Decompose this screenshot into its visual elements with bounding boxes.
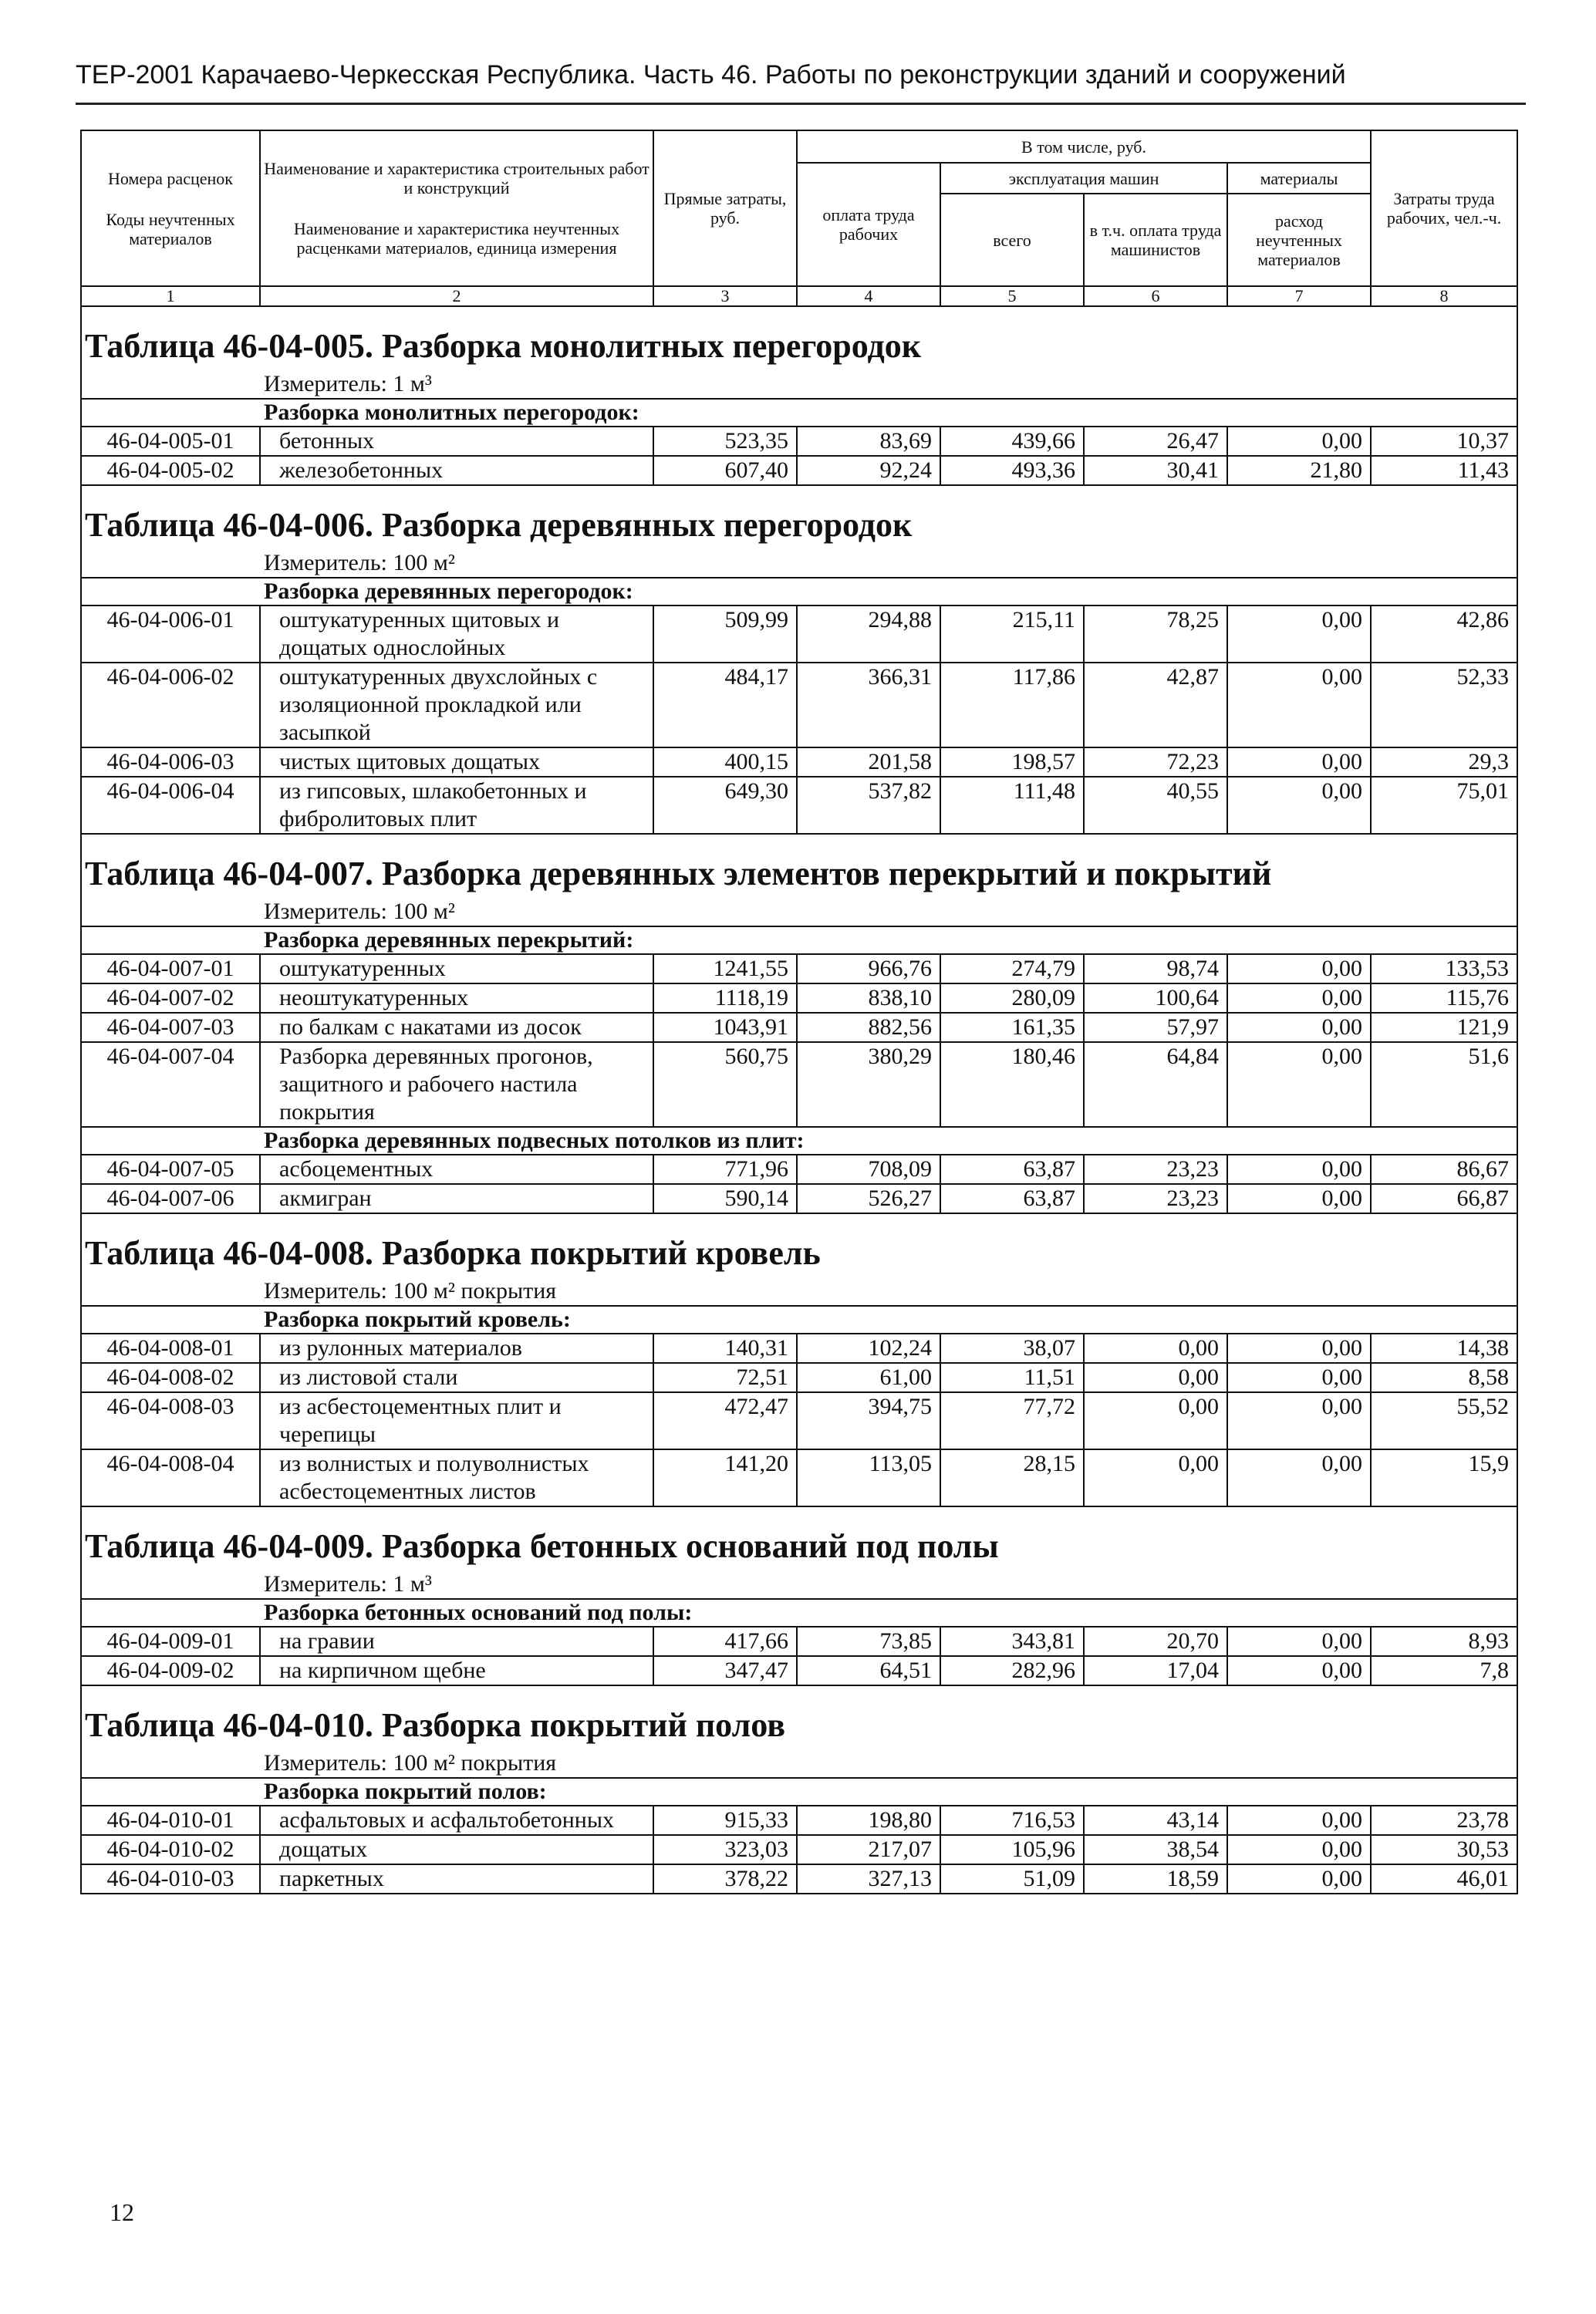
group-heading-row [81,1127,1517,1155]
wages-cost: 526,27 [797,1184,940,1213]
table-measure-row [81,1570,1517,1599]
page-number: 12 [110,2198,134,2226]
table-row [81,954,1517,983]
group-heading-row [81,1306,1517,1334]
col-header-incl: В том числе, руб. [797,130,1371,163]
table-measure: Измеритель: 100 м² [81,549,1517,578]
machinist-wages: 20,70 [1084,1627,1227,1656]
col-header-materials: материалы [1227,163,1371,194]
labor-hours: 10,37 [1371,427,1517,456]
direct-cost: 509,99 [653,605,797,663]
machines-cost: 343,81 [940,1627,1084,1656]
table-row [81,605,1517,663]
machinist-wages: 98,74 [1084,954,1227,983]
wages-cost: 217,07 [797,1835,940,1864]
machines-cost: 51,09 [940,1864,1084,1894]
labor-hours: 121,9 [1371,1013,1517,1042]
running-header: ТЕР-2001 Карачаево-Черкесская Республика. Часть 46. Работы по реконструкции зданий и сооружений [76,60,1346,89]
labor-hours: 29,3 [1371,747,1517,777]
col-header-codes-top: Номера расценок [108,168,233,188]
col-number: 5 [940,286,1084,306]
machines-cost: 282,96 [940,1656,1084,1685]
rates-table [80,130,1518,1894]
machines-cost: 11,51 [940,1363,1084,1392]
table-row [81,1835,1517,1864]
direct-cost: 590,14 [653,1184,797,1213]
labor-hours: 66,87 [1371,1184,1517,1213]
table-row [81,1042,1517,1127]
direct-cost: 72,51 [653,1363,797,1392]
rate-name: из асбестоцементных плит и черепицы [260,1392,653,1449]
materials-cost: 0,00 [1227,747,1371,777]
col-header-wages: оплата труда рабочих [797,163,940,286]
wages-cost: 113,05 [797,1449,940,1506]
direct-cost: 347,47 [653,1656,797,1685]
rate-name: оштукатуренных [260,954,653,983]
direct-cost: 523,35 [653,427,797,456]
rate-code: 46-04-005-02 [81,456,260,485]
materials-cost: 0,00 [1227,777,1371,834]
labor-hours: 8,93 [1371,1627,1517,1656]
materials-cost: 0,00 [1227,1334,1371,1363]
group-heading: Разборка покрытий полов: [81,1778,1517,1806]
direct-cost: 649,30 [653,777,797,834]
col-header-direct: Прямые затраты, руб. [653,130,797,286]
rate-code: 46-04-008-01 [81,1334,260,1363]
table-measure: Измеритель: 1 м³ [81,370,1517,399]
wages-cost: 394,75 [797,1392,940,1449]
table-row [81,1449,1517,1506]
labor-hours: 14,38 [1371,1334,1517,1363]
header-rule [76,103,1526,105]
machines-cost: 28,15 [940,1449,1084,1506]
machinist-wages: 0,00 [1084,1334,1227,1363]
col-header-name-bottom: Наименование и характеристика неучтенных расценками материалов, единица измерения [293,219,620,258]
table-measure: Измеритель: 100 м² покрытия [81,1277,1517,1306]
table-measure-row [81,1749,1517,1778]
col-number: 2 [260,286,653,306]
labor-hours: 23,78 [1371,1806,1517,1835]
table-measure-row [81,1277,1517,1306]
table-row [81,1806,1517,1835]
rate-code: 46-04-007-05 [81,1155,260,1184]
machines-cost: 161,35 [940,1013,1084,1042]
labor-hours: 15,9 [1371,1449,1517,1506]
wages-cost: 83,69 [797,427,940,456]
rate-code: 46-04-008-03 [81,1392,260,1449]
machinist-wages: 26,47 [1084,427,1227,456]
machines-cost: 63,87 [940,1155,1084,1184]
rate-code: 46-04-007-06 [81,1184,260,1213]
materials-cost: 0,00 [1227,1013,1371,1042]
machinist-wages: 43,14 [1084,1806,1227,1835]
table-title: Таблица 46-04-005. Разборка монолитных перегородок [81,306,1517,370]
machines-cost: 117,86 [940,663,1084,747]
materials-cost: 21,80 [1227,456,1371,485]
machines-cost: 77,72 [940,1392,1084,1449]
table-row [81,1013,1517,1042]
materials-cost: 0,00 [1227,663,1371,747]
machines-cost: 493,36 [940,456,1084,485]
table-title: Таблица 46-04-008. Разборка покрытий кровель [81,1213,1517,1277]
labor-hours: 86,67 [1371,1155,1517,1184]
rate-name: на кирпичном щебне [260,1656,653,1685]
direct-cost: 417,66 [653,1627,797,1656]
direct-cost: 141,20 [653,1449,797,1506]
table-measure: Измеритель: 100 м² [81,898,1517,926]
col-header-name [260,130,653,286]
wages-cost: 380,29 [797,1042,940,1127]
labor-hours: 115,76 [1371,983,1517,1013]
labor-hours: 7,8 [1371,1656,1517,1685]
rate-name: оштукатуренных щитовых и дощатых однослойных [260,605,653,663]
rate-code: 46-04-009-02 [81,1656,260,1685]
wages-cost: 966,76 [797,954,940,983]
rate-code: 46-04-010-03 [81,1864,260,1894]
wages-cost: 92,24 [797,456,940,485]
machinist-wages: 17,04 [1084,1656,1227,1685]
machinist-wages: 64,84 [1084,1042,1227,1127]
table-row [81,1334,1517,1363]
table-title: Таблица 46-04-007. Разборка деревянных элементов перекрытий и покрытий [81,834,1517,898]
machines-cost: 111,48 [940,777,1084,834]
table-measure-row [81,898,1517,926]
group-heading: Разборка бетонных оснований под полы: [81,1599,1517,1627]
rate-name: асфальтовых и асфальтобетонных [260,1806,653,1835]
rate-name: акмигран [260,1184,653,1213]
rate-code: 46-04-007-02 [81,983,260,1013]
machinist-wages: 0,00 [1084,1363,1227,1392]
machinist-wages: 40,55 [1084,777,1227,834]
direct-cost: 1241,55 [653,954,797,983]
group-heading-row [81,578,1517,605]
direct-cost: 607,40 [653,456,797,485]
table-row [81,663,1517,747]
labor-hours: 42,86 [1371,605,1517,663]
rate-name: дощатых [260,1835,653,1864]
rate-code: 46-04-006-01 [81,605,260,663]
rate-name: из волнистых и полуволнистых асбестоцементных листов [260,1449,653,1506]
machinist-wages: 23,23 [1084,1184,1227,1213]
col-header-machines: эксплуатация машин [940,163,1227,194]
materials-cost: 0,00 [1227,1806,1371,1835]
wages-cost: 201,58 [797,747,940,777]
rate-name: паркетных [260,1864,653,1894]
machines-cost: 105,96 [940,1835,1084,1864]
machinist-wages: 18,59 [1084,1864,1227,1894]
machines-cost: 280,09 [940,983,1084,1013]
rate-code: 46-04-007-04 [81,1042,260,1127]
materials-cost: 0,00 [1227,983,1371,1013]
group-heading: Разборка монолитных перегородок: [81,399,1517,427]
machines-cost: 63,87 [940,1184,1084,1213]
machinist-wages: 57,97 [1084,1013,1227,1042]
machinist-wages: 0,00 [1084,1392,1227,1449]
table-measure: Измеритель: 100 м² покрытия [81,1749,1517,1778]
col-header-name-top: Наименование и характеристика строительных работ и конструкций [264,159,650,197]
materials-cost: 0,00 [1227,1184,1371,1213]
group-heading: Разборка покрытий кровель: [81,1306,1517,1334]
direct-cost: 140,31 [653,1334,797,1363]
col-number: 7 [1227,286,1371,306]
col-header-materials-use: расход неучтенных материалов [1227,194,1371,286]
rate-name: по балкам с накатами из досок [260,1013,653,1042]
rate-code: 46-04-009-01 [81,1627,260,1656]
table-measure-row [81,370,1517,399]
table-title: Таблица 46-04-009. Разборка бетонных оснований под полы [81,1506,1517,1570]
wages-cost: 366,31 [797,663,940,747]
table-row [81,1392,1517,1449]
direct-cost: 323,03 [653,1835,797,1864]
group-heading-row [81,1778,1517,1806]
rate-name: из рулонных материалов [260,1334,653,1363]
table-title: Таблица 46-04-006. Разборка деревянных перегородок [81,485,1517,549]
rate-code: 46-04-006-04 [81,777,260,834]
rate-code: 46-04-010-01 [81,1806,260,1835]
group-heading: Разборка деревянных перегородок: [81,578,1517,605]
direct-cost: 378,22 [653,1864,797,1894]
group-heading: Разборка деревянных подвесных потолков из плит: [81,1127,1517,1155]
col-header-machines-wages: в т.ч. оплата труда машинистов [1084,194,1227,286]
labor-hours: 133,53 [1371,954,1517,983]
materials-cost: 0,00 [1227,427,1371,456]
labor-hours: 8,58 [1371,1363,1517,1392]
col-number: 6 [1084,286,1227,306]
wages-cost: 73,85 [797,1627,940,1656]
rate-code: 46-04-010-02 [81,1835,260,1864]
wages-cost: 882,56 [797,1013,940,1042]
machinist-wages: 30,41 [1084,456,1227,485]
materials-cost: 0,00 [1227,605,1371,663]
machines-cost: 180,46 [940,1042,1084,1127]
direct-cost: 484,17 [653,663,797,747]
rate-name: оштукатуренных двухслойных с изоляционной прокладкой или засыпкой [260,663,653,747]
labor-hours: 75,01 [1371,777,1517,834]
machines-cost: 439,66 [940,427,1084,456]
rate-name: железобетонных [260,456,653,485]
col-number: 8 [1371,286,1517,306]
machines-cost: 38,07 [940,1334,1084,1363]
materials-cost: 0,00 [1227,954,1371,983]
materials-cost: 0,00 [1227,1042,1371,1127]
wages-cost: 64,51 [797,1656,940,1685]
materials-cost: 0,00 [1227,1449,1371,1506]
table-row [81,427,1517,456]
table-title-row [81,306,1517,370]
group-heading: Разборка деревянных перекрытий: [81,926,1517,954]
direct-cost: 771,96 [653,1155,797,1184]
wages-cost: 327,13 [797,1864,940,1894]
direct-cost: 472,47 [653,1392,797,1449]
machines-cost: 198,57 [940,747,1084,777]
materials-cost: 0,00 [1227,1627,1371,1656]
materials-cost: 0,00 [1227,1656,1371,1685]
machines-cost: 716,53 [940,1806,1084,1835]
direct-cost: 915,33 [653,1806,797,1835]
table-row [81,1864,1517,1894]
table-row [81,1656,1517,1685]
group-heading-row [81,399,1517,427]
rate-name: Разборка деревянных прогонов, защитного и рабочего настила покрытия [260,1042,653,1127]
wages-cost: 708,09 [797,1155,940,1184]
rate-code: 46-04-007-01 [81,954,260,983]
table-row [81,1363,1517,1392]
table-row [81,1184,1517,1213]
labor-hours: 11,43 [1371,456,1517,485]
table-title-row [81,1506,1517,1570]
rate-name: неоштукатуренных [260,983,653,1013]
table-row [81,1155,1517,1184]
table-title: Таблица 46-04-010. Разборка покрытий полов [81,1685,1517,1749]
labor-hours: 46,01 [1371,1864,1517,1894]
col-number: 4 [797,286,940,306]
labor-hours: 51,6 [1371,1042,1517,1127]
machines-cost: 215,11 [940,605,1084,663]
rate-code: 46-04-005-01 [81,427,260,456]
group-heading-row [81,926,1517,954]
materials-cost: 0,00 [1227,1392,1371,1449]
table-row [81,983,1517,1013]
group-heading-row [81,1599,1517,1627]
machinist-wages: 72,23 [1084,747,1227,777]
rate-code: 46-04-008-02 [81,1363,260,1392]
machinist-wages: 38,54 [1084,1835,1227,1864]
rate-code: 46-04-006-03 [81,747,260,777]
rate-name: на гравии [260,1627,653,1656]
direct-cost: 1043,91 [653,1013,797,1042]
machinist-wages: 42,87 [1084,663,1227,747]
table-title-row [81,1685,1517,1749]
table-row [81,456,1517,485]
col-number: 3 [653,286,797,306]
direct-cost: 1118,19 [653,983,797,1013]
table-measure-row [81,549,1517,578]
rate-name: бетонных [260,427,653,456]
rate-name: из гипсовых, шлакобетонных и фибролитовых плит [260,777,653,834]
machinist-wages: 100,64 [1084,983,1227,1013]
rate-name: асбоцементных [260,1155,653,1184]
direct-cost: 560,75 [653,1042,797,1127]
rate-name: из листовой стали [260,1363,653,1392]
machinist-wages: 78,25 [1084,605,1227,663]
wages-cost: 294,88 [797,605,940,663]
table-title-row [81,834,1517,898]
table-title-row [81,485,1517,549]
materials-cost: 0,00 [1227,1363,1371,1392]
machinist-wages: 23,23 [1084,1155,1227,1184]
rate-code: 46-04-006-02 [81,663,260,747]
table-row [81,747,1517,777]
materials-cost: 0,00 [1227,1864,1371,1894]
table-row [81,1627,1517,1656]
col-header-machines-total: всего [940,194,1084,286]
rate-name: чистых щитовых дощатых [260,747,653,777]
table-row [81,777,1517,834]
machinist-wages: 0,00 [1084,1449,1227,1506]
col-header-codes-bottom: Коды неучтенных материалов [106,209,235,248]
labor-hours: 55,52 [1371,1392,1517,1449]
materials-cost: 0,00 [1227,1155,1371,1184]
col-header-codes [81,130,260,286]
labor-hours: 52,33 [1371,663,1517,747]
direct-cost: 400,15 [653,747,797,777]
table-measure: Измеритель: 1 м³ [81,1570,1517,1599]
table-title-row [81,1213,1517,1277]
wages-cost: 198,80 [797,1806,940,1835]
col-number: 1 [81,286,260,306]
labor-hours: 30,53 [1371,1835,1517,1864]
col-header-labor: Затраты труда рабочих, чел.-ч. [1371,130,1517,286]
wages-cost: 838,10 [797,983,940,1013]
rate-code: 46-04-008-04 [81,1449,260,1506]
wages-cost: 61,00 [797,1363,940,1392]
wages-cost: 102,24 [797,1334,940,1363]
rate-code: 46-04-007-03 [81,1013,260,1042]
materials-cost: 0,00 [1227,1835,1371,1864]
wages-cost: 537,82 [797,777,940,834]
machines-cost: 274,79 [940,954,1084,983]
